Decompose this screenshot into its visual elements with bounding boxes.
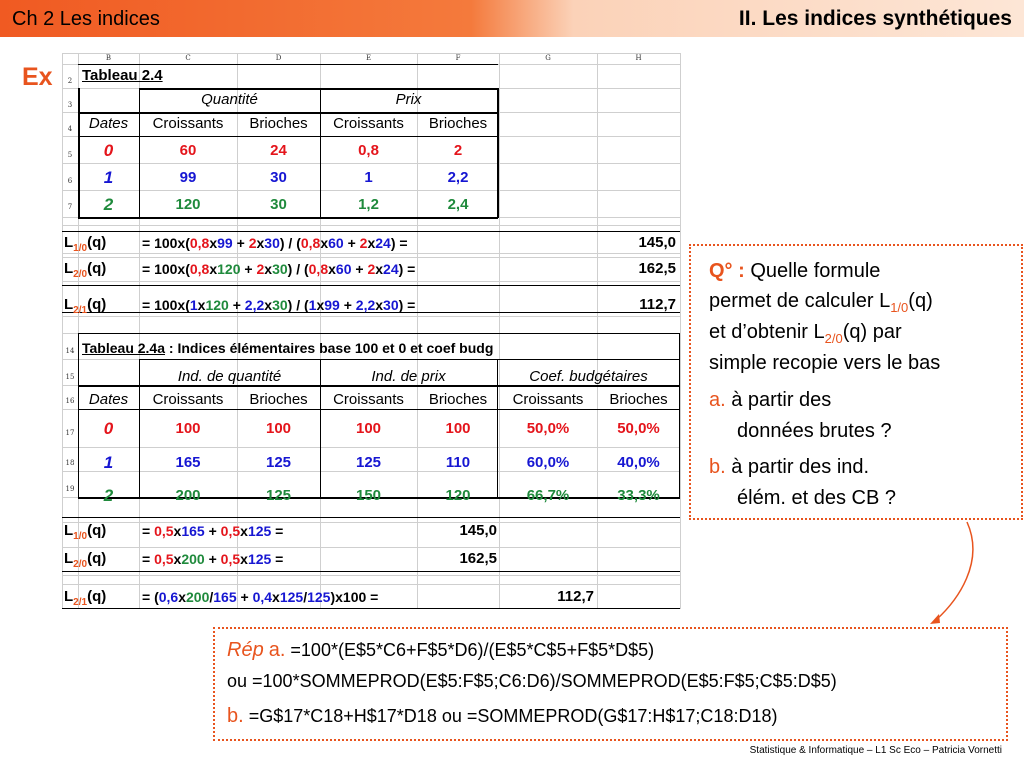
formula-part: 60	[328, 235, 344, 251]
index-subscript: 2/0	[73, 559, 88, 570]
formula-part: ) =	[398, 297, 416, 313]
col-header-dates: Dates	[88, 115, 129, 132]
value-cell: 200	[175, 487, 201, 504]
formula-part: 0,6	[158, 589, 179, 605]
value-cell: 150	[355, 487, 382, 504]
formula-part: x	[264, 297, 273, 313]
group-header-index-quantity: Ind. de quantité	[177, 368, 282, 385]
formula-part: 165	[213, 589, 237, 605]
formula-part: 125	[247, 551, 272, 567]
formula-part: 1	[189, 297, 198, 313]
answer-a-letter: a.	[268, 639, 286, 661]
row-header: 7	[67, 203, 73, 211]
date-cell: 0	[103, 419, 114, 438]
formula-part: 0,8	[308, 261, 329, 277]
formula-part: 30	[383, 297, 399, 313]
formula-part: +	[232, 235, 249, 251]
formula-part: ) / (	[279, 235, 301, 251]
index-letter: L	[64, 522, 74, 539]
value-cell: 60,0%	[526, 454, 570, 471]
formula-result: 145,0	[459, 522, 497, 539]
formula-part: x	[375, 261, 384, 277]
formula-part: +	[204, 523, 221, 539]
value-cell: 110	[445, 454, 471, 471]
example-label: Ex	[22, 63, 53, 91]
formula-part: = 100x(	[142, 261, 190, 277]
answer-a-text: =100*(E$5*C6+F$5*D6)/(E$5*C$5+F$5*D$5)	[285, 640, 655, 660]
value-cell: 120	[445, 487, 471, 504]
answer-rep: Rép	[227, 639, 264, 661]
formula-part: 2,2	[355, 297, 376, 313]
value-cell: 60	[179, 142, 197, 159]
formula-result: 112,7	[557, 588, 594, 605]
formula-part: ) / (	[287, 261, 309, 277]
value-cell: 100	[175, 420, 201, 437]
formula-part: x	[209, 261, 218, 277]
question-b-line-2: élém. et des CB ?	[737, 487, 896, 509]
value-cell: 66,7%	[526, 487, 570, 504]
index-argument: (q)	[87, 296, 107, 313]
value-cell: 125	[265, 487, 292, 504]
value-cell: 50,0%	[526, 420, 570, 437]
value-cell: 2,4	[447, 196, 469, 213]
question-text-2a: permet de calculer L	[709, 290, 891, 312]
question-mark: Q° :	[709, 260, 745, 282]
value-cell: 24	[270, 142, 287, 159]
formula-part: 125	[307, 589, 331, 605]
row-header: 15	[65, 373, 75, 381]
formula-part: x	[197, 297, 206, 313]
formula-part: =	[142, 551, 155, 567]
value-cell: 2,2	[447, 169, 469, 186]
question-text-3a: et d’obtenir L	[709, 321, 825, 343]
formula-part: x	[272, 589, 280, 605]
formula-part: 30	[272, 297, 288, 313]
column-header: G	[545, 54, 551, 62]
value-cell: 120	[175, 196, 201, 213]
index-subscript: 1/0	[73, 531, 88, 542]
index-letter: L	[64, 588, 74, 605]
date-cell: 2	[103, 195, 114, 214]
formula-part: 30	[272, 261, 288, 277]
group-header-quantity: Quantité	[201, 91, 258, 108]
row-header: 18	[65, 459, 75, 467]
formula-part: 2	[367, 261, 376, 277]
formula-part: +	[343, 235, 360, 251]
answer-box	[213, 627, 1008, 741]
formula-part: ) =	[398, 261, 416, 277]
answer-b-text: =G$17*C18+H$17*D18 ou =SOMMEPROD(G$17:H$17;C18:D18)	[243, 706, 778, 726]
formula-part: x	[367, 235, 376, 251]
formula-part: 0,5	[220, 551, 241, 567]
value-cell: 33,3%	[617, 487, 660, 504]
index-argument: (q)	[87, 550, 107, 567]
col-header-brioches: Brioches	[249, 115, 308, 132]
formula-part: +	[240, 261, 257, 277]
formula-part: x	[375, 297, 384, 313]
question-a-text-1: à partir des	[725, 389, 832, 411]
answer-line-ou: ou =100*SOMMEPROD(E$5:F$5;C6:D6)/SOMMEPROD(E$5:F$5;C$5:D$5)	[227, 671, 837, 691]
column-header: C	[185, 54, 191, 62]
question-b-text-1: à partir des ind.	[725, 456, 870, 478]
formula-part: 2	[359, 235, 368, 251]
formula-part: /	[303, 589, 308, 605]
answer-line-a	[227, 639, 654, 662]
table-title-main: Tableau 2.4a	[82, 340, 166, 356]
question-text-1: Quelle formule	[744, 260, 881, 282]
col-header-croissants: Croissants	[512, 391, 584, 408]
formula-part: 120	[217, 261, 241, 277]
formula-part: +	[228, 297, 245, 313]
row-header: 17	[65, 429, 75, 437]
question-a-line-2: données brutes ?	[737, 420, 892, 442]
formula-part: 2	[248, 235, 257, 251]
date-cell: 0	[103, 141, 114, 160]
formula-part: x	[173, 551, 182, 567]
index-subscript: 2/1	[73, 305, 88, 316]
formula-part: )x100 =	[330, 589, 379, 605]
question-a-letter: a.	[709, 389, 726, 411]
formula-part: +	[236, 589, 253, 605]
value-cell: 40,0%	[617, 454, 660, 471]
group-header-coef-budget: Coef. budgétaires	[529, 368, 648, 385]
formula-result: 162,5	[459, 550, 497, 567]
formula-part: 0,5	[154, 551, 174, 567]
col-header-croissants: Croissants	[333, 115, 404, 132]
row-header: 4	[67, 125, 73, 133]
formula-part: 60	[335, 261, 352, 277]
table-title: Tableau 2.4	[82, 67, 163, 84]
column-header: D	[275, 54, 282, 62]
formula-part: 0,8	[189, 261, 210, 277]
column-header: B	[105, 54, 112, 62]
col-header-brioches: Brioches	[428, 115, 488, 132]
section-title: II. Les indices synthétiques	[738, 7, 1012, 30]
formula-part: 125	[247, 523, 272, 539]
index-argument: (q)	[87, 234, 107, 251]
formula-part: x	[178, 589, 186, 605]
formula-part: x	[240, 551, 248, 567]
formula-part: 165	[181, 523, 205, 539]
formula-part: 99	[217, 235, 233, 251]
formula-part: ) / (	[287, 297, 309, 313]
column-header: H	[635, 54, 642, 62]
date-cell: 1	[103, 168, 114, 187]
formula-part: 1	[308, 297, 317, 313]
formula-part: 0,8	[300, 235, 321, 251]
formula-part: /	[209, 589, 214, 605]
formula-part: x	[264, 261, 273, 277]
formula-part: = (	[142, 589, 159, 605]
row-header: 3	[67, 101, 73, 109]
chapter-title: Ch 2 Les indices	[12, 8, 160, 30]
formula-part: =	[271, 523, 284, 539]
index-argument: (q)	[87, 522, 107, 539]
formula-part: 120	[205, 297, 229, 313]
index-argument: (q)	[87, 260, 107, 277]
formula-part: = 100x(	[142, 235, 190, 251]
formula-part: x	[240, 523, 248, 539]
column-header: E	[365, 54, 372, 62]
question-b-letter: b.	[709, 456, 726, 478]
formula-result: 162,5	[638, 260, 676, 277]
value-cell: 1,2	[358, 196, 379, 213]
question-sub-1: 1/0	[890, 300, 909, 315]
formula-part: 24	[375, 235, 391, 251]
formula-part: 0,5	[154, 523, 174, 539]
group-header-index-price: Ind. de prix	[371, 368, 446, 385]
value-cell: 125	[355, 454, 382, 471]
col-header-croissants: Croissants	[152, 391, 224, 408]
formula-part: =	[142, 523, 155, 539]
date-cell: 1	[103, 453, 114, 472]
value-cell: 1	[364, 169, 373, 186]
col-header-brioches: Brioches	[249, 391, 308, 408]
value-cell: 100	[355, 420, 382, 437]
value-cell: 100	[445, 420, 471, 437]
col-header-dates: Dates	[88, 391, 129, 408]
col-header-brioches: Brioches	[428, 391, 488, 408]
formula-part: x	[328, 261, 336, 277]
date-cell: 2	[103, 486, 114, 505]
formula-part: ) =	[390, 235, 408, 251]
formula-part: x	[173, 523, 182, 539]
answer-b-letter: b.	[227, 705, 244, 727]
value-cell: 125	[265, 454, 292, 471]
question-line-4: simple recopie vers le bas	[709, 352, 941, 374]
row-header: 6	[67, 177, 73, 185]
index-subscript: 1/0	[73, 243, 88, 254]
value-cell: 2	[453, 142, 463, 159]
row-header: 14	[65, 347, 75, 355]
footer-credit: Statistique & Informatique – L1 Sc Eco – Patricia Vornetti	[749, 745, 1002, 756]
formula-part: 0,4	[252, 589, 273, 605]
formula-part: x	[316, 297, 325, 313]
row-header: 19	[65, 485, 75, 493]
question-sub-2: 2/0	[824, 331, 843, 346]
index-letter: L	[64, 550, 74, 567]
value-cell: 165	[175, 454, 201, 471]
col-header-brioches: Brioches	[609, 391, 668, 408]
value-cell: 0,8	[358, 142, 379, 159]
table-title-rest: : Indices élémentaires base 100 et 0 et coef budg	[165, 340, 494, 356]
question-text-2b: (q)	[908, 290, 933, 312]
formula-part: x	[209, 235, 218, 251]
formula-result: 145,0	[638, 234, 676, 251]
formula-part: +	[204, 551, 221, 567]
formula-result: 112,7	[639, 296, 676, 313]
col-header-croissants: Croissants	[152, 115, 224, 132]
formula-part: +	[339, 297, 356, 313]
index-letter: L	[64, 296, 74, 313]
row-header: 16	[65, 397, 75, 405]
formula-part: +	[351, 261, 368, 277]
formula-part: =	[271, 551, 284, 567]
index-subscript: 2/0	[73, 269, 88, 280]
formula-part: 99	[324, 297, 340, 313]
formula-part: 0,8	[189, 235, 210, 251]
formula-part: 200	[181, 551, 205, 567]
index-argument: (q)	[87, 588, 107, 605]
index-letter: L	[64, 234, 74, 251]
formula-part: x	[320, 235, 329, 251]
formula-part: 200	[186, 589, 210, 605]
value-cell: 30	[270, 196, 287, 213]
answer-line-b	[227, 705, 777, 728]
formula-part: 2,2	[244, 297, 265, 313]
column-header: F	[455, 54, 461, 62]
formula-part: 30	[264, 235, 280, 251]
formula-part: 24	[383, 261, 399, 277]
value-cell: 100	[265, 420, 292, 437]
formula-part: 0,5	[220, 523, 241, 539]
row-header: 2	[67, 77, 73, 85]
formula-part: x	[256, 235, 265, 251]
value-cell: 30	[270, 169, 287, 186]
index-letter: L	[64, 260, 74, 277]
col-header-croissants: Croissants	[333, 391, 404, 408]
question-text-3b: (q) par	[842, 321, 902, 343]
value-cell: 99	[179, 169, 197, 186]
formula-part: 125	[279, 589, 304, 605]
formula-part: 2	[256, 261, 265, 277]
index-subscript: 2/1	[73, 597, 88, 608]
value-cell: 50,0%	[617, 420, 660, 437]
group-header-price: Prix	[395, 91, 422, 108]
row-header: 5	[67, 151, 73, 159]
formula-part: = 100x(	[142, 297, 190, 313]
